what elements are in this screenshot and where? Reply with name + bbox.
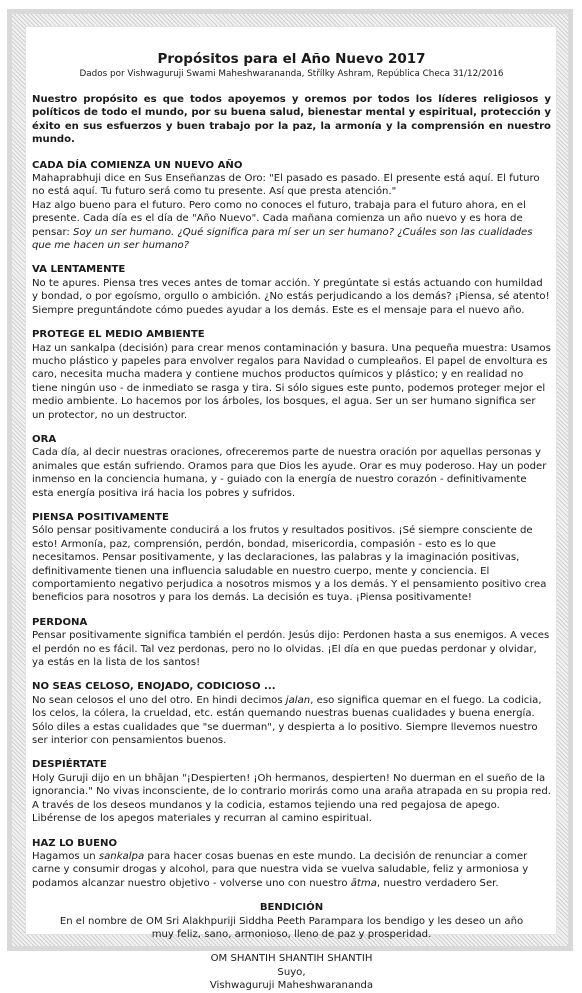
section-wake-up bbox=[32, 758, 551, 825]
section-not-jealous bbox=[32, 680, 551, 747]
section-paragraph bbox=[32, 199, 551, 253]
signoff-mantra: OM SHANTIH SHANTIH SHANTIH bbox=[210, 953, 373, 965]
section-heading: VA LENTAMENTE bbox=[32, 264, 126, 276]
paragraph-italic-text: jalan bbox=[285, 694, 311, 706]
paragraph-text: para hacer cosas buenas en este mundo. La decisión de renunciar a comer carne y consumir drogas y alcohol, para que nuestra vida se vuelva saludable, feliz y armoniosa y podamos alcanzar nuestro objetivo - volverse uno con nuestro bbox=[32, 850, 529, 889]
section-paragraph bbox=[32, 850, 551, 890]
section-heading: DESPIÉRTATE bbox=[32, 759, 107, 771]
document-subtitle: Dados por Vishwaguruji Swami Maheshwarananda, Střílky Ashram, República Checa 31/12/2016 bbox=[79, 69, 504, 79]
section-paragraph: Sólo pensar positivamente conducirá a los frutos y resultados positivos. ¡Sé siempre consciente de esto! Armonía, paz, comprensión, perdón, bondad, misericordia, compasión - esto es lo que necesitamos. Pensar positivamente, y las declaraciones, las palabras y la imaginación positivas, definitivamente tienen una influencia saludable en nuestro cuerpo, mente y conciencia. El comportamiento negativo perjudica a nosotros mismos y a los demás. Y el pensamiento positivo crea beneficios para nosotros y para los demás. La decisión es tuya. ¡Piensa positivamente! bbox=[32, 525, 547, 604]
paragraph-text: Haz algo bueno para el futuro. Pero como no conoces el futuro, trabaja para el futuro ahora, en el presente. Cada día es el día de "Año Nuevo". Cada mañana comienza un año nuevo y es hora de pensar: bbox=[32, 199, 526, 238]
intro-paragraph: Nuestro propósito es que todos apoyemos y oremos por todos los líderes religiosos y políticos de todo el mundo, por su buena salud, bienestar mental y espiritual, protección y éxito en sus esfuerzos y buen trabajo por la paz, la armonía y la comprensión en nuestro mundo. bbox=[32, 94, 551, 146]
section-go-slowly bbox=[32, 263, 551, 317]
section-heading: PIENSA POSITIVAMENTE bbox=[32, 511, 169, 523]
document-page bbox=[25, 26, 557, 992]
paragraph-text: No sean celosos el uno del otro. En hindi decimos bbox=[32, 694, 286, 706]
section-paragraph: Pensar positivamente significa también el perdón. Jesús dijo: Perdonen hasta a sus enemigos. A veces el perdón no es fácil. Tal vez perdonas, pero no lo olvidas. ¡El día en que puedas perdonar y olvidar, ya estás en la lista de los santos! bbox=[32, 630, 550, 669]
section-think-positive bbox=[32, 511, 551, 605]
section-heading: ORA bbox=[32, 433, 57, 445]
paragraph-italic-text: sankalpa bbox=[98, 850, 145, 862]
blessing-line: muy feliz, sano, armonioso, lleno de paz y prosperidad. bbox=[151, 928, 432, 940]
blessing-line: En el nombre de OM Sri Alakhpuriji Siddha Peeth Parampara los bendigo y les deseo un año bbox=[59, 915, 524, 927]
signoff-block bbox=[32, 952, 551, 992]
section-paragraph: Mahaprabhuji dice en Sus Enseñanzas de Oro: "El pasado es pasado. El presente está aquí. El futuro no está aquí. Tu futuro será como tu presente. Así que presta atención." bbox=[32, 173, 540, 198]
paragraph-text: Hagamos un bbox=[32, 850, 99, 862]
section-pray bbox=[32, 433, 551, 500]
paragraph-italic-text: ātma bbox=[350, 877, 377, 889]
paragraph-text: , nuestro verdadero Ser. bbox=[376, 877, 499, 889]
section-heading: PERDONA bbox=[32, 616, 88, 628]
section-paragraph: Cada día, al decir nuestras oraciones, ofreceremos parte de nuestra oración por aquellas personas y animales que están sufriendo. Oramos para que Dios les ayude. Orar es muy poderoso. Hay un poder inmenso en la conciencia humana, y - guiado con la energía de nuestro corazón - definitivamente esta energía positiva irá hacia los pobres y sufridos. bbox=[32, 447, 547, 499]
section-paragraph: Holy Guruji dijo en un bhājan "¡Despierten! ¡Oh hermanos, despierten! No duerman en el sueño de la ignorancia." No vivas inconsciente, de lo contrario morirás como una araña atrapada en su propia red. A través de los deseos mundanos y la codicia, estamos tejiendo una red pegajosa de apego. Libérense de los apegos materiales y recurran al camino espiritual. bbox=[32, 772, 551, 825]
paragraph-italic-text: Soy un ser humano. ¿Qué significa para mí ser un ser humano? ¿Cuáles son las cualidades que me hacen un ser humano? bbox=[32, 226, 533, 252]
section-heading: CADA DÍA COMIENZA UN NUEVO AÑO bbox=[32, 159, 243, 171]
section-paragraph: No te apures. Piensa tres veces antes de tomar acción. Y pregúntate si estás actuando con humildad y bondad, o por egoísmo, orgullo o ambición. ¿No estás perjudicando a los demás? ¡Piensa, sé atento! Siempre preguntándote cómo puedes ayudar a los demás. Este es el mensaje para el nuevo año. bbox=[32, 277, 550, 316]
blessing-heading: BENDICIÓN bbox=[259, 902, 324, 914]
signoff-closing: Suyo, bbox=[277, 966, 306, 978]
section-do-good bbox=[32, 837, 551, 891]
section-heading: HAZ LO BUENO bbox=[32, 837, 118, 849]
signoff-name: Vishwaguruji Maheshwarananda bbox=[209, 980, 374, 992]
blessing-block bbox=[32, 901, 551, 941]
section-heading: PROTEGE EL MEDIO AMBIENTE bbox=[32, 329, 205, 341]
section-paragraph bbox=[32, 694, 551, 748]
section-environment bbox=[32, 328, 551, 422]
section-heading: NO SEAS CELOSO, ENOJADO, CODICIOSO ... bbox=[32, 681, 276, 693]
section-new-year bbox=[32, 159, 551, 253]
section-forgive bbox=[32, 616, 551, 670]
document-title: Propósitos para el Año Nuevo 2017 bbox=[157, 51, 426, 67]
section-paragraph: Haz un sankalpa (decisión) para crear menos contaminación y basura. Una pequeña muestra: Usamos mucho plástico y papeles para envolver regalos para Navidad o cumpleaños. El papel de envoltura es caro, necesita mucha madera y contiene muchos productos químicos y plástico; y en realidad no tiene ningún uso - de inmediato se rasga y tira. Si sólo sigues este punto, podemos proteger mejor el medio ambiente. Lo hacemos por los árboles, los bosques, el agua. Ser un ser humano significa ser un protector, no un destructor. bbox=[32, 342, 551, 421]
paragraph-text: , eso significa quemar en el fuego. La codicia, los celos, la cólera, la crueldad, etc. están quemando nuestras buenas cualidades y buena energía. Sólo diles a estas cualidades que "se duerman", y despierta a lo positivo. Siempre llevemos nuestro ser interior con pensamientos buenos. bbox=[32, 694, 542, 747]
